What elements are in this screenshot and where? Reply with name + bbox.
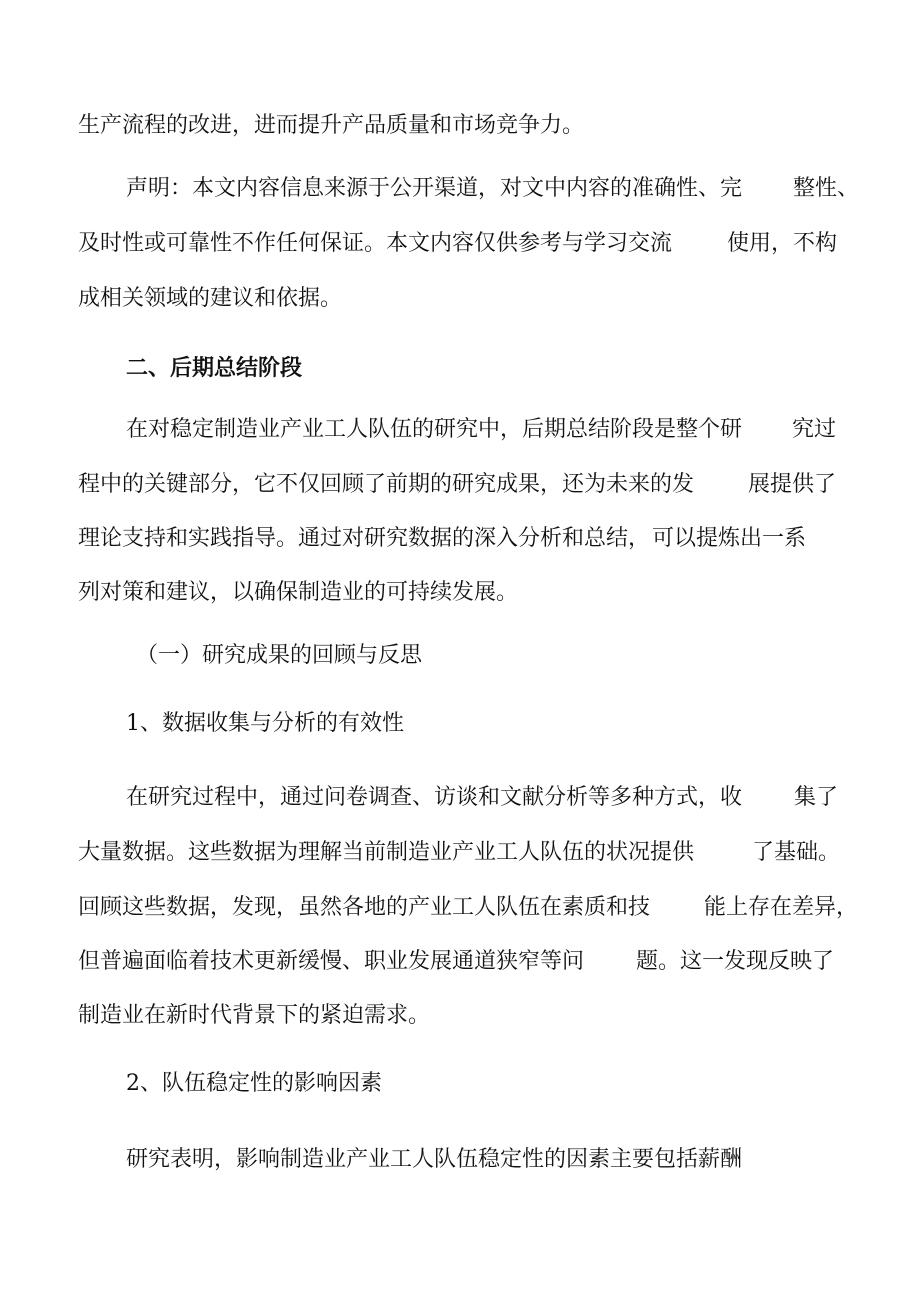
- paragraph-3-line-5: [0, 996, 920, 1036]
- paragraph-2-line-1: [0, 410, 920, 450]
- disclaimer-text: 及时性或可靠性不作任何保证。本文内容仅供参考与学习交流: [78, 231, 673, 256]
- paragraph-2-text: 展提供了: [748, 472, 837, 497]
- paragraph-3-text: 集了: [794, 785, 839, 810]
- paragraph-2-text: 理论支持和实践指导。通过对研究数据的深入分析和总结，: [78, 526, 651, 551]
- section-heading-text: 二、后期总结阶段: [126, 355, 303, 381]
- paragraph-3-text: 题。这一发现反映了: [636, 949, 835, 974]
- paragraph-2-text: 在对稳定制造业产业工人队伍的研究中，后期总结阶段是整个研: [126, 417, 743, 442]
- paragraph-3-text: 大量数据。这些数据为理解当前制造业产业工人队伍的状况提供: [78, 840, 695, 865]
- paragraph-2-line-2: [0, 465, 920, 505]
- section-heading: [0, 348, 920, 388]
- disclaimer-line-2: [0, 224, 920, 264]
- subsection-heading: [0, 636, 920, 676]
- paragraph-1-line-1: [0, 106, 920, 146]
- paragraph-2-text: 程中的关键部分，它不仅回顾了前期的研究成果，还为未来的发: [78, 472, 695, 497]
- paragraph-3-text: 制造业在新时代背景下的紧迫需求。: [78, 1003, 431, 1028]
- disclaimer-text: 声明：本文内容信息来源于公开渠道，对文中内容的准确性、完: [126, 176, 743, 201]
- paragraph-2-line-3: [0, 519, 920, 559]
- paragraph-4-text: 研究表明，影响制造业产业工人队伍稳定性的因素主要包括薪酬: [126, 1147, 743, 1172]
- paragraph-2-text: 可以提炼出一系: [652, 526, 807, 551]
- disclaimer-text: 整性、: [793, 176, 860, 201]
- paragraph-2-line-4: [0, 573, 920, 613]
- paragraph-3-text: 在研究过程中，通过问卷调查、访谈和文献分析等多种方式，收: [126, 785, 743, 810]
- paragraph-3-text: 回顾这些数据，发现，虽然各地的产业工人队伍在素质和技: [78, 895, 651, 920]
- item-2-heading: [0, 1064, 920, 1104]
- paragraph-3-line-4: [0, 942, 920, 982]
- paragraph-3-text: 了基础。: [752, 840, 841, 865]
- disclaimer-text: 成相关领域的建议和依据。: [78, 286, 343, 311]
- paragraph-1-text: 生产流程的改进，进而提升产品质量和市场竞争力。: [78, 113, 585, 138]
- disclaimer-text: 使用，不构: [727, 231, 838, 256]
- item-1-heading: [0, 704, 920, 744]
- paragraph-3-text: 但普遍面临着技术更新缓慢、职业发展通道狭窄等问: [78, 949, 585, 974]
- disclaimer-line-3: [0, 279, 920, 319]
- paragraph-3-text: 能上存在差异，: [704, 895, 859, 920]
- paragraph-3-line-2: [0, 833, 920, 873]
- paragraph-2-text: 究过: [792, 417, 837, 442]
- paragraph-3-line-1: [0, 778, 920, 818]
- paragraph-2-text: 列对策和建议，以确保制造业的可持续发展。: [78, 580, 519, 605]
- paragraph-4-line-1: [0, 1140, 920, 1180]
- paragraph-3-line-3: [0, 888, 920, 928]
- disclaimer-line-1: [0, 169, 920, 209]
- item-1-heading-text: 1、数据收集与分析的有效性: [126, 711, 404, 736]
- subsection-heading-text: （一）研究成果的回顾与反思: [136, 643, 423, 668]
- item-2-heading-text: 2、队伍稳定性的影响因素: [126, 1071, 382, 1096]
